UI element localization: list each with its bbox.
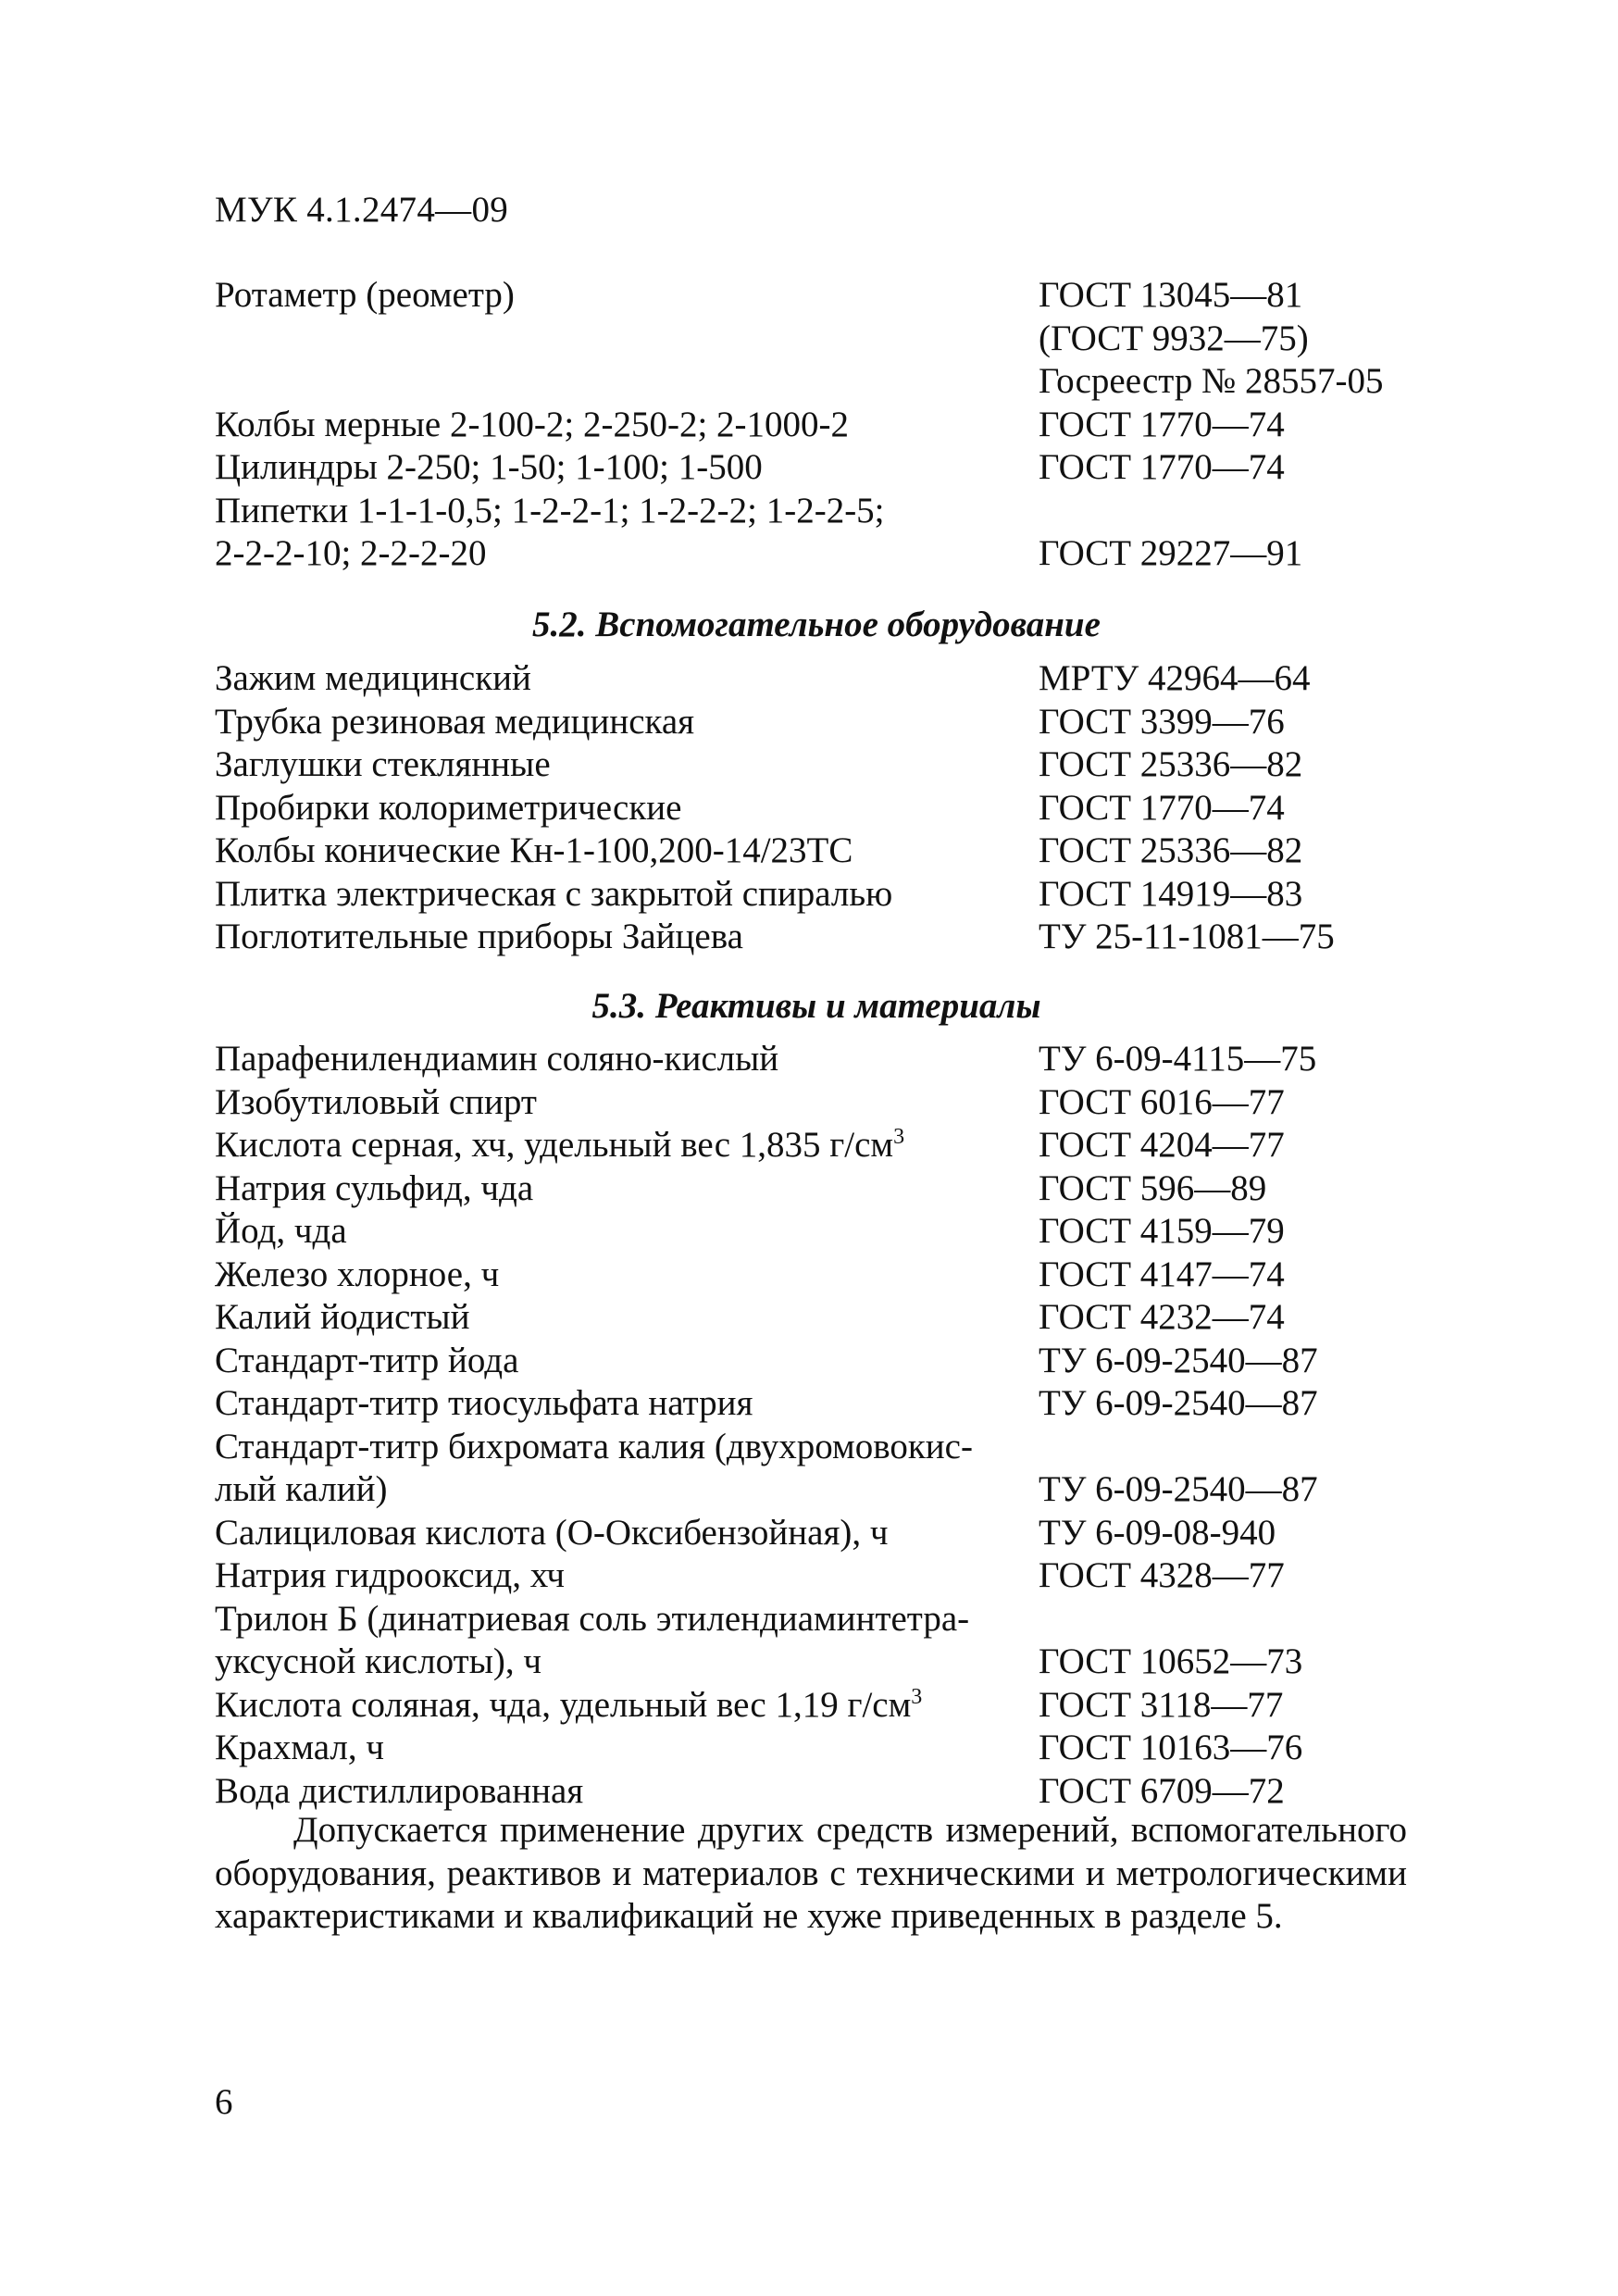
list-item <box>215 1426 1418 1469</box>
list-item <box>215 1382 1418 1426</box>
item-standard: ГОСТ 6016—77 <box>1039 1081 1285 1122</box>
item-standard: ГОСТ 13045—81 <box>1039 275 1303 315</box>
item-standard: ГОСТ 14919—83 <box>1039 873 1303 914</box>
list-item <box>215 916 1418 959</box>
item-standard: Госреестр № 28557-05 <box>1039 361 1384 401</box>
list-item <box>215 657 1418 701</box>
list-item <box>215 873 1418 917</box>
item-name: Цилиндры 2-250; 1-50; 1-100; 1-500 <box>215 447 763 487</box>
item-standard: ГОСТ 4147—74 <box>1039 1254 1285 1294</box>
list-item <box>215 1340 1418 1383</box>
item-name: Трилон Б (динатриевая соль этилендиаминтетра- <box>215 1598 970 1639</box>
item-standard: ТУ 6-09-2540—87 <box>1039 1469 1318 1509</box>
list-item <box>215 1124 1418 1167</box>
list-item <box>215 318 1418 361</box>
item-standard: ГОСТ 10163—76 <box>1039 1728 1303 1767</box>
item-name: Пробирки колориметрические <box>215 787 682 828</box>
item-name: лый калий) <box>215 1469 388 1509</box>
item-standard: ТУ 25-11-1081—75 <box>1039 917 1335 956</box>
item-standard: МРТУ 42964—64 <box>1039 658 1311 698</box>
item-name: Колбы конические Кн-1-100,200-14/23ТС <box>215 830 853 870</box>
item-standard: ТУ 6-09-4115—75 <box>1039 1039 1317 1079</box>
item-standard: ГОСТ 1770—74 <box>1039 787 1285 828</box>
item-name: Пипетки 1-1-1-0,5; 1-2-2-1; 1-2-2-2; 1-2-2-5; <box>215 490 885 530</box>
item-name-with-unit <box>215 1124 1039 1167</box>
item-name: Зажим медицинский <box>215 658 531 698</box>
list-item <box>215 1684 1418 1728</box>
section-title-reagents: 5.3. Реактивы и материалы <box>591 986 1041 1026</box>
list-item <box>215 1167 1418 1211</box>
paragraph-text: Допускается применение других средств измерений, вспомогательного оборудования, реактивов и материалов с техническими и метрологическими характеристиками и квалификаций не хуже приведенных в разделе 5. <box>215 1810 1407 1936</box>
item-standard: ГОСТ 25336—82 <box>1039 744 1303 784</box>
item-name: Изобутиловый спирт <box>215 1081 537 1122</box>
item-standard: ГОСТ 3118—77 <box>1039 1684 1284 1725</box>
item-standard: ТУ 6-09-08-940 <box>1039 1512 1276 1553</box>
item-name: Вода дистиллированная <box>215 1770 584 1811</box>
item-name: Железо хлорное, ч <box>215 1254 500 1294</box>
item-name: Салициловая кислота (О-Оксибензойная), ч <box>215 1512 889 1553</box>
document-code-header: МУК 4.1.2474—09 <box>215 190 509 230</box>
item-name: Колбы мерные 2-100-2; 2-250-2; 2-1000-2 <box>215 404 850 444</box>
list-item <box>215 532 1418 576</box>
item-standard: ГОСТ 3399—76 <box>1039 701 1285 742</box>
page-number: 6 <box>215 2082 233 2122</box>
list-item <box>215 1254 1418 1297</box>
item-name: Крахмал, ч <box>215 1728 384 1767</box>
item-standard: ГОСТ 6709—72 <box>1039 1770 1285 1811</box>
item-name: 2-2-2-10; 2-2-2-20 <box>215 533 487 573</box>
item-name: Натрия гидрооксид, хч <box>215 1555 565 1595</box>
item-name: Калий йодистый <box>215 1297 470 1337</box>
item-name: Ротаметр (реометр) <box>215 275 515 315</box>
item-name: Стандарт-титр тиосульфата натрия <box>215 1383 753 1423</box>
item-name: уксусной кислоты), ч <box>215 1641 541 1681</box>
item-name: Плитка электрическая с закрытой спиралью <box>215 873 893 914</box>
list-item <box>215 1770 1418 1814</box>
list-item <box>215 743 1418 787</box>
unit-superscript: 3 <box>911 1684 923 1709</box>
item-standard: ГОСТ 1770—74 <box>1039 404 1285 444</box>
unit-superscript: 3 <box>893 1125 905 1149</box>
item-name: Парафенилендиамин соляно-кислый <box>215 1039 779 1079</box>
list-item <box>215 360 1418 404</box>
item-standard: ГОСТ 4328—77 <box>1039 1555 1285 1595</box>
list-item <box>215 1512 1418 1555</box>
list-item <box>215 446 1418 490</box>
list-item <box>215 1038 1418 1081</box>
item-standard: ГОСТ 29227—91 <box>1039 533 1303 573</box>
item-name-with-unit <box>215 1684 1039 1728</box>
item-name-text: Кислота серная, хч, удельный вес 1,835 г/см <box>215 1125 894 1165</box>
item-name: Стандарт-титр йода <box>215 1340 519 1380</box>
item-name-text: Кислота соляная, чда, удельный вес 1,19 г/см <box>215 1684 912 1725</box>
item-standard: ТУ 6-09-2540—87 <box>1039 1383 1318 1423</box>
item-name <box>215 318 1039 361</box>
list-item <box>215 274 1418 318</box>
closing-paragraph <box>215 1809 1407 1939</box>
list-item <box>215 1468 1418 1512</box>
list-item <box>215 830 1418 873</box>
list-item <box>215 787 1418 830</box>
list-item <box>215 404 1418 447</box>
item-name: Натрия сульфид, чда <box>215 1167 534 1208</box>
item-standard: ГОСТ 4159—79 <box>1039 1211 1285 1251</box>
list-item <box>215 1641 1418 1684</box>
item-standard: ГОСТ 4204—77 <box>1039 1125 1285 1165</box>
list-item <box>215 1727 1418 1770</box>
list-item <box>215 1296 1418 1340</box>
item-standard: ГОСТ 25336—82 <box>1039 830 1303 870</box>
item-name: Стандарт-титр бихромата калия (двухромовокис- <box>215 1426 973 1466</box>
instruments-list <box>215 274 1418 576</box>
list-item <box>215 490 1418 533</box>
item-standard: ГОСТ 4232—74 <box>1039 1297 1285 1337</box>
item-standard: ГОСТ 596—89 <box>1039 1167 1267 1208</box>
item-standard: ГОСТ 1770—74 <box>1039 447 1285 487</box>
item-name: Йод, чда <box>215 1211 347 1251</box>
item-standard: ТУ 6-09-2540—87 <box>1039 1340 1318 1380</box>
list-item <box>215 1554 1418 1598</box>
list-item <box>215 701 1418 744</box>
item-standard: (ГОСТ 9932—75) <box>1039 318 1309 358</box>
item-name: Поглотительные приборы Зайцева <box>215 917 743 956</box>
item-name: Заглушки стеклянные <box>215 744 551 784</box>
reagents-list <box>215 1038 1418 1813</box>
item-name: Трубка резиновая медицинская <box>215 701 695 742</box>
list-item <box>215 1598 1418 1641</box>
section-title-auxiliary-equipment: 5.2. Вспомогательное оборудование <box>532 605 1101 644</box>
list-item <box>215 1210 1418 1254</box>
auxiliary-equipment-list <box>215 657 1418 959</box>
item-name <box>215 360 1039 404</box>
item-standard: ГОСТ 10652—73 <box>1039 1641 1303 1681</box>
list-item <box>215 1081 1418 1125</box>
